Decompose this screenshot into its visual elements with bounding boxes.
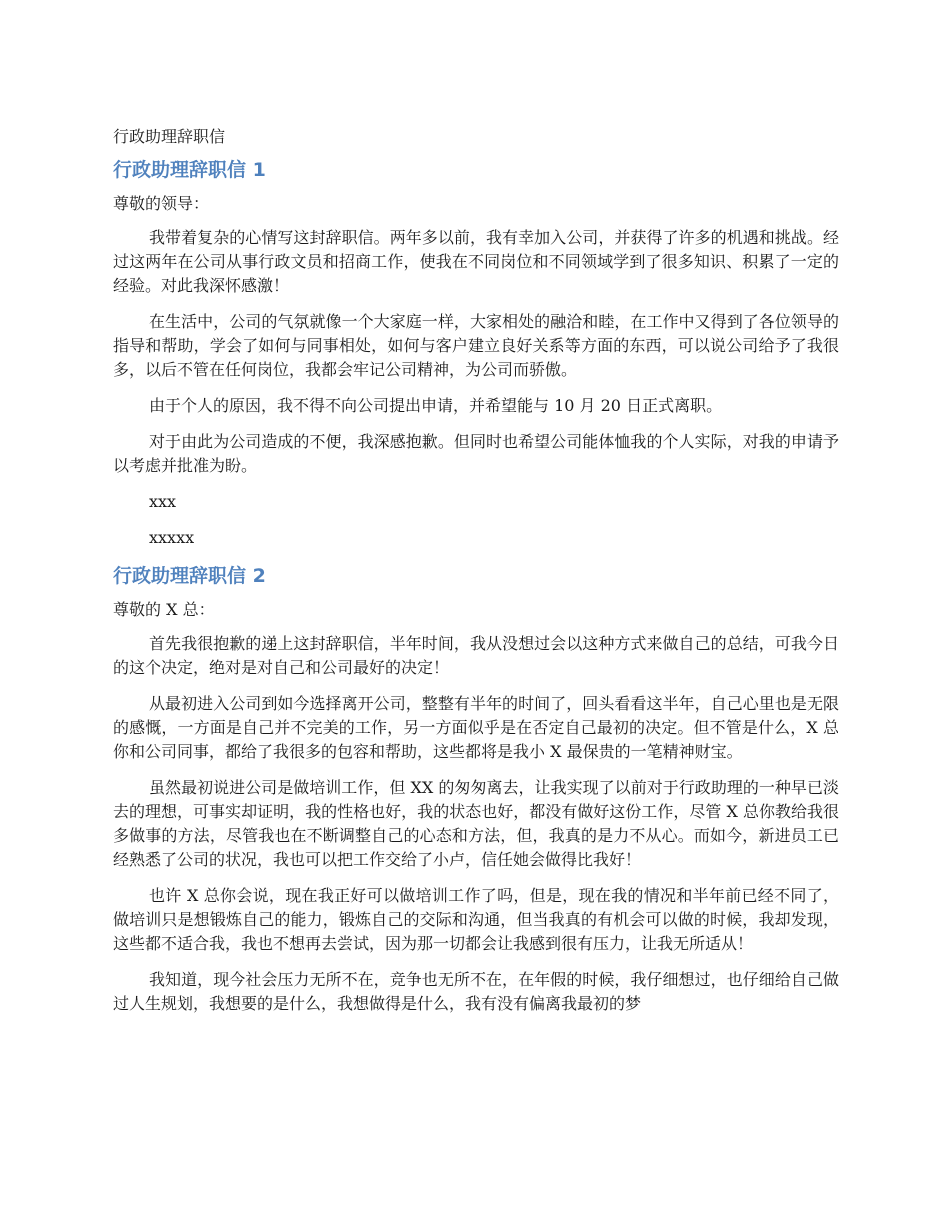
body-paragraph: 首先我很抱歉的递上这封辞职信，半年时间，我从没想过会以这种方式来做自己的总结，可我今日的这个决定，绝对是对自己和公司最好的决定！ xyxy=(113,634,839,677)
section-heading: 行政助理辞职信 1 xyxy=(113,159,266,181)
body-paragraph: 我知道，现今社会压力无所不在，竞争也无所不在，在年假的时候，我仔细想过，也仔细给自己做过人生规划，我想要的是什么，我想做得是什么，我有没有偏离我最初的梦 xyxy=(113,970,839,1013)
letter-section-2 xyxy=(113,562,839,1016)
document-title: 行政助理辞职信 xyxy=(113,127,226,146)
body-paragraph: 虽然最初说进公司是做培训工作，但 XX 的匆匆离去，让我实现了以前对于行政助理的一种早已淡去的理想，可事实却证明，我的性格也好，我的状态也好，都没有做好这份工作，尽管 X 总你教给我很多做事的方法，尽管我也在不断调整自己的心态和方法，但，我真的是力不从心。而如今，新进员工已经熟悉了公司的状况，我也可以把工作交给了小卢，信任她会做得比我好！ xyxy=(113,778,839,869)
document-page xyxy=(113,124,839,1028)
body-paragraph: 我带着复杂的心情写这封辞职信。两年多以前，我有幸加入公司，并获得了许多的机遇和挑战。经过这两年在公司从事行政文员和招商工作，使我在不同岗位和不同领域学到了很多知识、积累了一定的经验。对此我深怀感激！ xyxy=(113,228,839,295)
salutation: 尊敬的领导： xyxy=(113,194,210,213)
body-paragraph: 对于由此为公司造成的不便，我深感抱歉。但同时也希望公司能体恤我的个人实际，对我的申请予以考虑并批准为盼。 xyxy=(113,432,839,475)
signature-date: xxxxx xyxy=(149,528,195,547)
section-heading: 行政助理辞职信 2 xyxy=(113,565,266,587)
letter-section-1 xyxy=(113,156,839,550)
signature-name: xxx xyxy=(149,492,177,511)
body-paragraph: 在生活中，公司的气氛就像一个大家庭一样，大家相处的融洽和睦，在工作中又得到了各位领导的指导和帮助，学会了如何与同事相处，如何与客户建立良好关系等方面的东西，可以说公司给予了我很多，以后不管在任何岗位，我都会牢记公司精神，为公司而骄傲。 xyxy=(113,312,839,379)
body-paragraph: 从最初进入公司到如今选择离开公司，整整有半年的时间了，回头看看这半年，自己心里也是无限的感慨，一方面是自己并不完美的工作，另一方面似乎是在否定自己最初的决定。但不管是什么，X 总你和公司同事，都给了我很多的包容和帮助，这些都将是我小 X 最保贵的一笔精神财宝。 xyxy=(113,694,839,761)
salutation: 尊敬的 X 总： xyxy=(113,600,215,619)
body-paragraph: 由于个人的原因，我不得不向公司提出申请，并希望能与 10 月 20 日正式离职。 xyxy=(149,396,723,415)
body-paragraph: 也许 X 总你会说，现在我正好可以做培训工作了吗，但是，现在我的情况和半年前已经不同了，做培训只是想锻炼自己的能力，锻炼自己的交际和沟通，但当我真的有机会可以做的时候，我却发现，这些都不适合我，我也不想再去尝试，因为那一切都会让我感到很有压力，让我无所适从！ xyxy=(113,886,839,953)
